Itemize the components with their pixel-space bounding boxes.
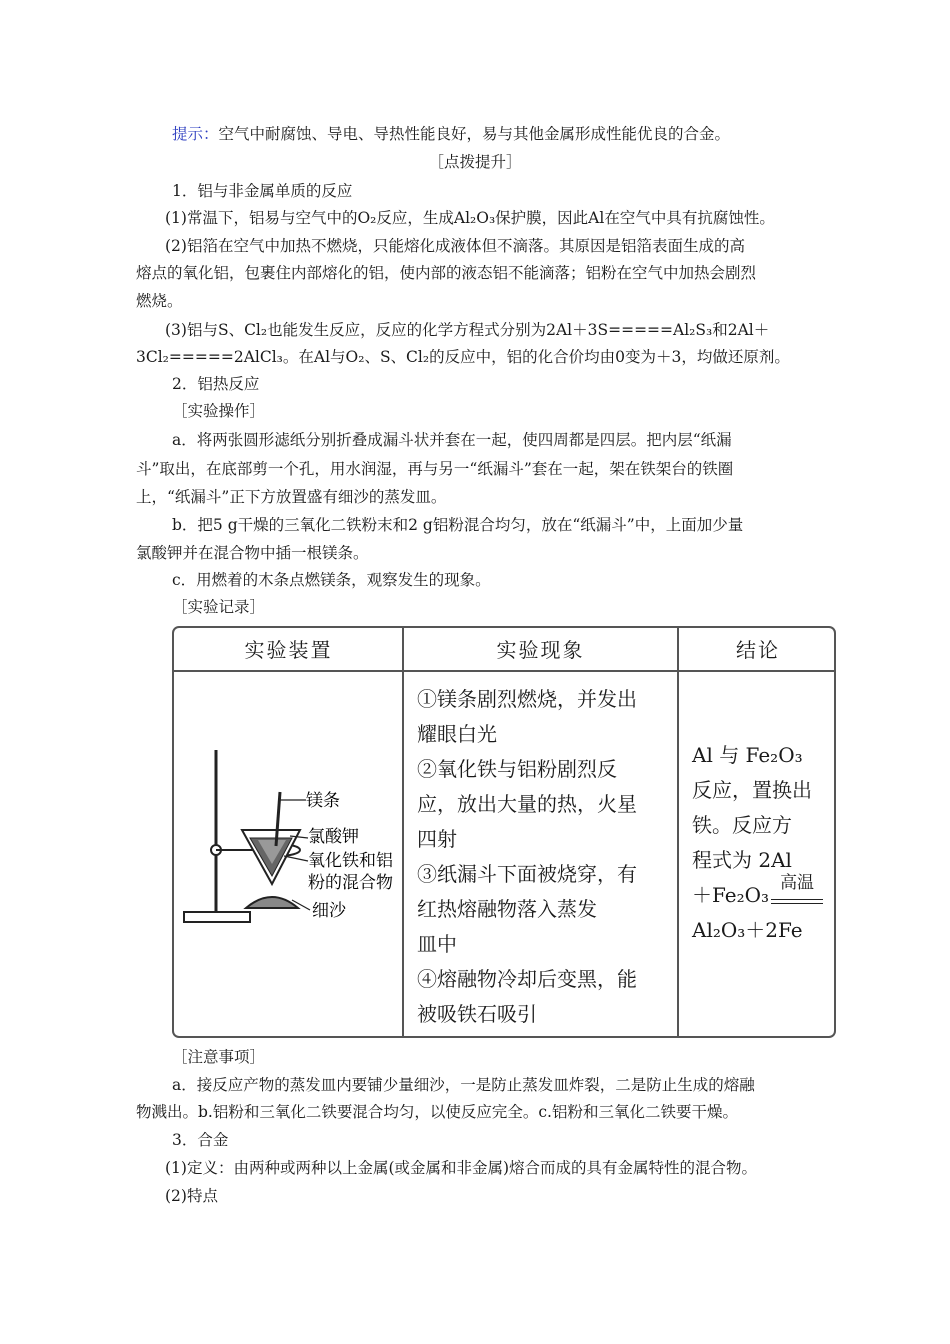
s1-p3-line1: (3)铝与S、Cl₂也能发生反应，反应的化学方程式分别为2Al＋3S=====Al₂S₃和2Al＋ [165,321,770,339]
stand-base [184,912,250,922]
s1-heading: 1．铝与非金属单质的反应 [172,182,353,200]
s2-record-title: ［实验记录］ [172,598,266,616]
label-line [284,856,308,861]
evaporating-dish [246,897,298,908]
phenomenon-cell [417,682,669,1032]
s2-a-line2: 斗”取出，在底部剪一个孔，用水润湿，再与另一“纸漏斗”套在一起，架在铁架台的铁圈 [136,460,734,478]
s1-p2-line1: (2)铝箔在空气中加热不燃烧，只能熔化成液体但不滴落。其原因是铝箔表面生成的高 [165,237,745,255]
notes-line1: a．接反应产物的蒸发皿内要铺少量细沙，一是防止蒸发皿炸裂，二是防止生成的熔融 [172,1076,755,1094]
s3-feature: (2)特点 [165,1187,218,1205]
conclusion-equation [692,872,832,913]
label-mixture-1: 氧化铁和铝 [308,851,393,870]
s2-b-line1: b．把5 g干燥的三氧化二铁粉末和2 g铝粉混合均匀，放在“纸漏斗”中，上面加少量 [172,516,744,534]
phenomenon-line: 四射 [417,827,457,851]
phenomenon-line: 应，放出大量的热，火星 [417,792,637,816]
s2-b-line2: 氯酸钾并在混合物中插一根镁条。 [136,544,369,562]
s2-op-title: ［实验操作］ [172,402,266,420]
reaction-condition: 高温 [780,872,815,893]
phenomenon-line: 被吸铁石吸引 [417,1002,537,1026]
s1-p3-line2: 3Cl₂=====2AlCl₃。在Al与O₂、S、Cl₂的反应中，铝的化合价均由0变为＋3，均做还原剂。 [136,348,790,366]
hint-label: 提示： [172,125,219,143]
s1-p1: (1)常温下，铝易与空气中的O₂反应，生成Al₂O₃保护膜，因此Al在空气中具有抗腐蚀性。 [165,209,775,227]
hint-line [172,124,730,144]
section-title: ［点拨提升］ [428,153,522,171]
conclusion-products: Al₂O₃＋2Fe [692,918,803,942]
phenomenon-line: ①镁条剧烈燃烧，并发出 [417,687,637,711]
conclusion-line: Al 与 Fe₂O₃ [692,743,803,767]
phenomenon-line: ②氧化铁与铝粉剧烈反 [417,757,617,781]
notes-line2: 物溅出。b.铝粉和三氧化二铁要混合均匀，以使反应完全。c.铝粉和三氧化二铁要干燥。 [136,1103,738,1121]
conclusion-line: 程式为 2Al [692,848,792,872]
th-phenomenon: 实验现象 [403,628,678,672]
label-mixture-2: 粉的混合物 [308,873,393,892]
label-kclo3: 氯酸钾 [308,827,359,846]
th-conclusion: 结论 [678,628,836,672]
apparatus-cell [180,738,396,938]
conclusion-line: 铁。反应方 [692,813,792,837]
s1-p2-line3: 燃烧。 [136,292,183,310]
phenomenon-line: 耀眼白光 [417,722,497,746]
hint-text: 空气中耐腐蚀、导电、导热性能良好，易与其他金属形成性能优良的合金。 [218,125,731,143]
column-divider [402,628,404,1036]
s3-definition: (1)定义：由两种或两种以上金属(或金属和非金属)熔合而成的具有金属特性的混合物。 [165,1159,758,1177]
conclusion-line: 反应，置换出 [692,778,812,802]
s1-p2-line2: 熔点的氧化铝，包裹住内部熔化的铝，使内部的液态铝不能滴落；铝粉在空气中加热会剧烈 [136,264,757,282]
conclusion-cell [692,738,832,948]
s2-c-line1: c．用燃着的木条点燃镁条，观察发生的现象。 [172,571,491,589]
phenomenon-line: ③纸漏斗下面被烧穿，有 [417,862,637,886]
label-mg: 镁条 [306,791,340,810]
thermite-apparatus-diagram [180,738,396,938]
th-apparatus: 实验装置 [174,628,403,672]
s2-a-line1: a．将两张圆形滤纸分别折叠成漏斗状并套在一起，使四周都是四层。把内层“纸漏 [172,431,732,449]
column-divider [677,628,679,1036]
s2-heading: 2．铝热反应 [172,375,260,393]
label-sand: 细沙 [312,901,346,920]
s3-heading: 3．合金 [172,1131,229,1149]
phenomenon-line: 红热熔融物落入蒸发 [417,897,597,921]
reaction-arrow [769,872,825,907]
conclusion-reactants: ＋Fe₂O₃ [692,883,770,907]
notes-title: ［注意事项］ [172,1048,266,1066]
experiment-table [172,626,836,1038]
phenomenon-line: 皿中 [417,932,457,956]
s2-a-line3: 上，“纸漏斗”正下方放置盛有细沙的蒸发皿。 [136,488,447,506]
phenomenon-line: ④熔融物冷却后变黑，能 [417,967,637,991]
